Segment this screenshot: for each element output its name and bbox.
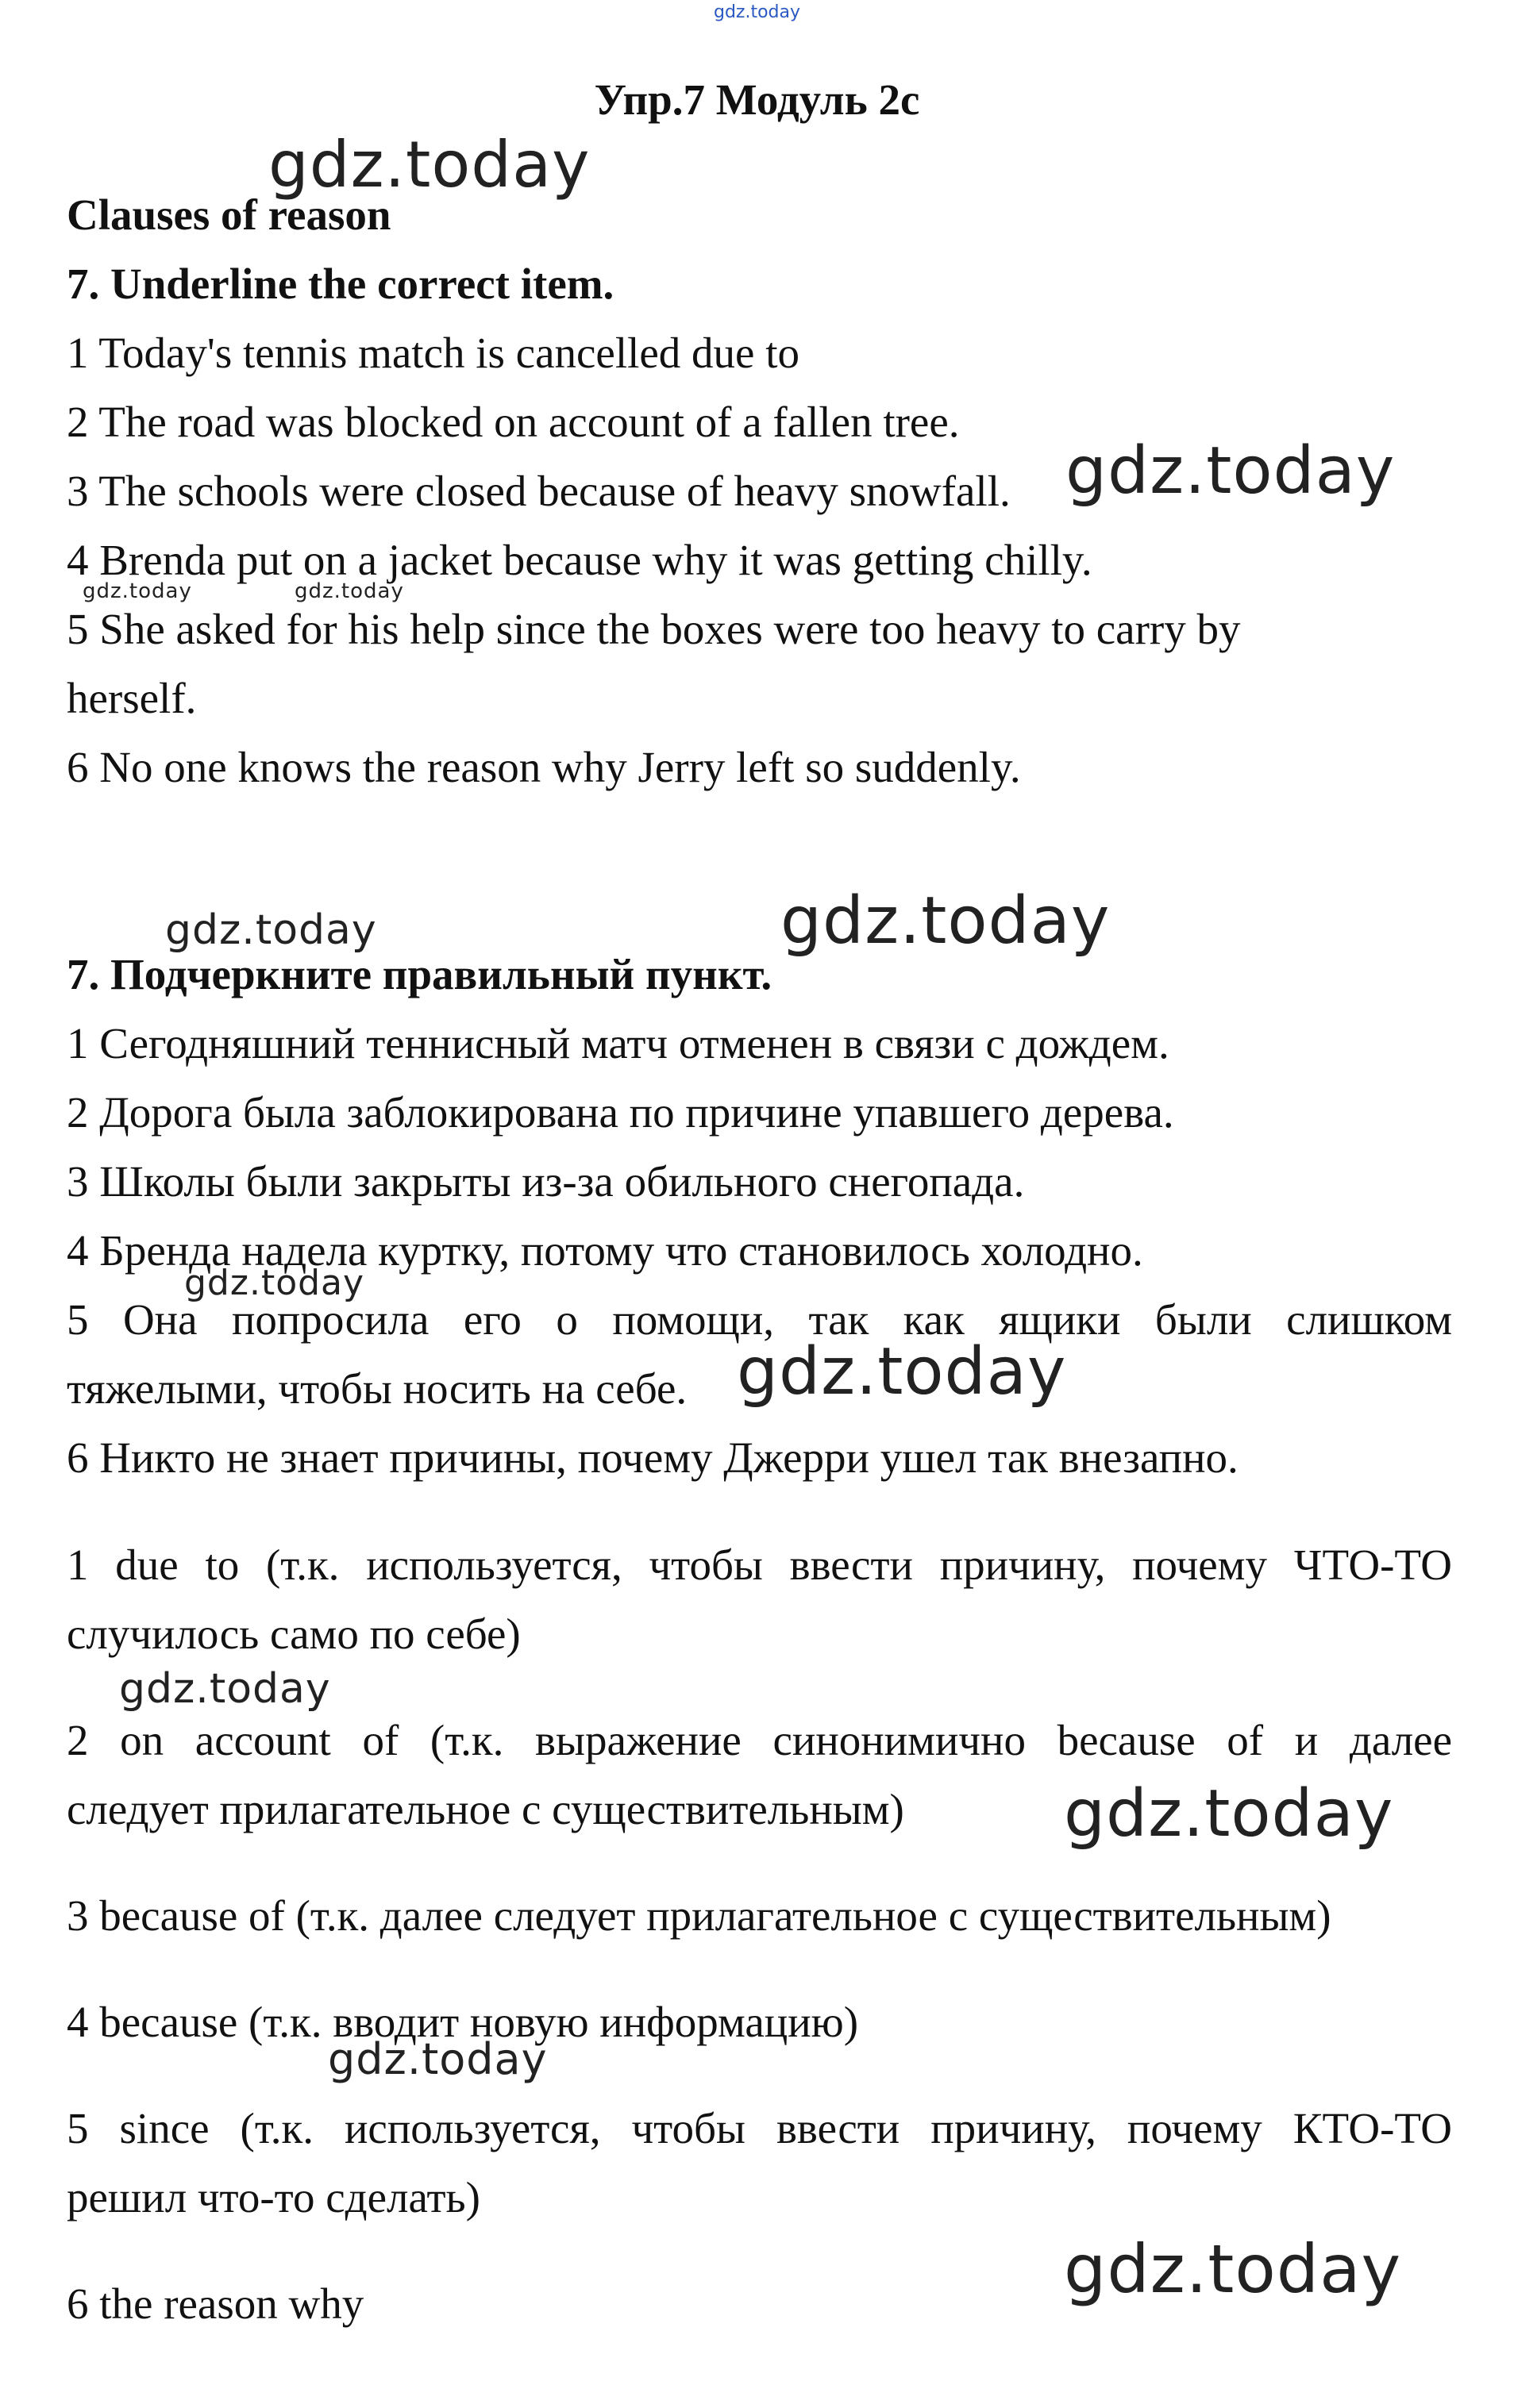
ru-item-4: 4 Бренда надела куртку, потому что становилось холодно. (67, 1226, 1143, 1275)
watermark: gdz.today (328, 2034, 548, 2084)
answer-2: 2 on account of (т.к. выражение синонимично because of и далее (67, 1716, 1452, 1764)
task-heading-ru: 7. Подчеркните правильный пункт. (67, 950, 772, 998)
watermark: gdz.today (737, 1334, 1067, 1410)
answer-5-cont: решил что-то сделать) (67, 2173, 480, 2221)
en-item-2: 2 The road was blocked on account of a fallen tree. (67, 398, 960, 446)
ru-item-5: 5 Она попросила его о помощи, так как ящики были слишком (67, 1295, 1452, 1344)
en-item-1: 1 Today's tennis match is cancelled due to (67, 329, 799, 377)
en-item-5: 5 She asked for his help since the boxes were too heavy to carry by (67, 605, 1241, 653)
watermark: gdz.today (1064, 1776, 1394, 1852)
watermark: gdz.today (295, 579, 404, 603)
ru-item-3: 3 Школы были закрыты из-за обильного снегопада. (67, 1157, 1025, 1206)
ru-item-2: 2 Дорога была заблокирована по причине упавшего дерева. (67, 1088, 1174, 1137)
answer-5: 5 since (т.к. используется, чтобы ввести причину, почему КТО-ТО (67, 2104, 1452, 2152)
en-item-5-cont: herself. (67, 674, 197, 722)
answer-1: 1 due to (т.к. используется, чтобы ввести причину, почему ЧТО-ТО (67, 1541, 1452, 1589)
watermark: gdz.today (1065, 433, 1396, 509)
ru-item-6: 6 Никто не знает причины, почему Джерри ушел так внезапно. (67, 1433, 1239, 1482)
en-item-6: 6 No one knows the reason why Jerry left so suddenly. (67, 743, 1021, 791)
en-item-4: 4 Brenda put on a jacket because why it was getting chilly. (67, 536, 1092, 584)
answer-2-cont: следует прилагательное с существительным) (67, 1785, 904, 1833)
watermark: gdz.today (184, 1263, 365, 1303)
watermark: gdz.today (119, 1665, 331, 1713)
task-heading-en: 7. Underline the correct item. (67, 260, 614, 308)
watermark: gdz.today (780, 883, 1111, 959)
watermark: gdz.today (165, 906, 377, 954)
ru-item-5-cont: тяжелыми, чтобы носить на себе. (67, 1364, 688, 1413)
answer-3: 3 because of (т.к. далее следует прилагательное с существительным) (67, 1891, 1331, 1940)
top-watermark: gdz.today (713, 2, 801, 22)
watermark: gdz.today (83, 579, 192, 603)
ru-item-1: 1 Сегодняшний теннисный матч отменен в связи с дождем. (67, 1019, 1169, 1067)
page-title: Упр.7 Модуль 2с (594, 75, 920, 124)
en-item-3: 3 The schools were closed because of heavy snowfall. (67, 467, 1011, 515)
answer-6: 6 the reason why (67, 2279, 364, 2328)
watermark: gdz.today (268, 128, 591, 202)
answer-4: 4 because (т.к. вводит новую информацию) (67, 1998, 859, 2046)
watermark: gdz.today (1064, 2230, 1402, 2308)
answer-1-cont: случилось само по себе) (67, 1610, 521, 1658)
section-heading: Clauses of reason (67, 190, 391, 239)
